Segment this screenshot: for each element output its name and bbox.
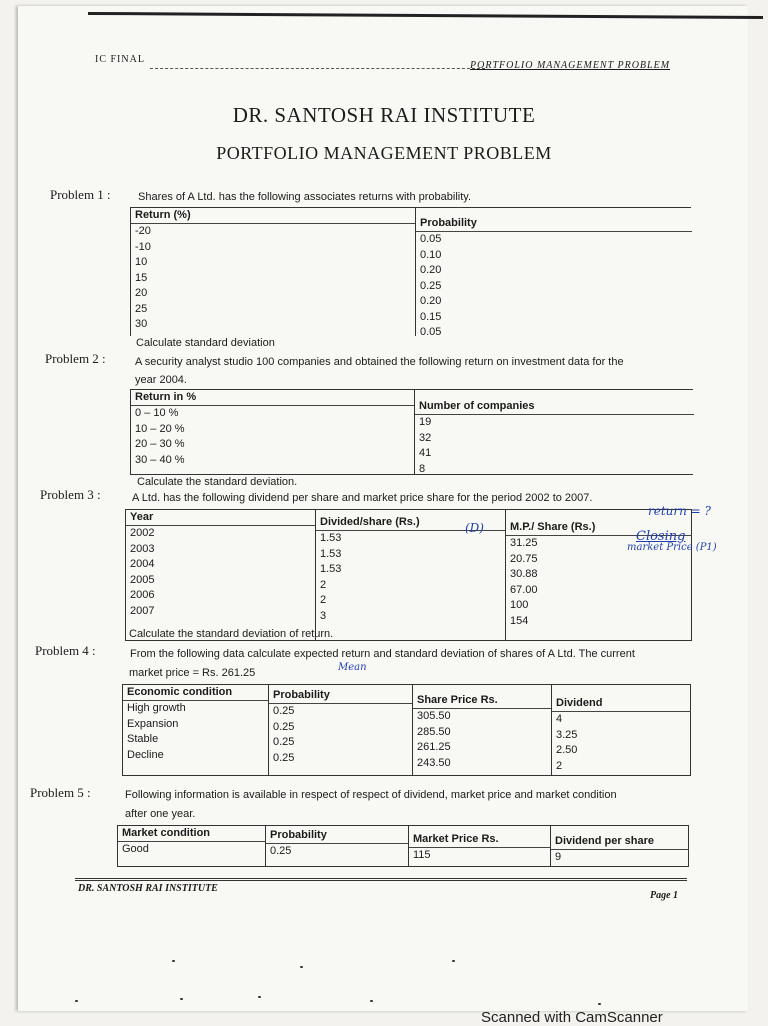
p3-col-year: Year 2002 2003 2004 2005 2006 2007	[126, 510, 315, 640]
p1-col-probability: Probability 0.05 0.10 0.20 0.25 0.20 0.15 0.05	[415, 208, 692, 336]
problem-1-label: Problem 1 :	[50, 187, 111, 202]
document-title: PORTFOLIO MANAGEMENT PROBLEM	[216, 143, 552, 163]
p3-col-market-price: M.P./ Share (Rs.) 31.25 20.75 30.88 67.00 100 154	[505, 510, 692, 640]
p3-col-dividend: Divided/share (Rs.) 1.53 1.53 1.53 2 2 3	[315, 510, 506, 640]
problem-2-table	[130, 389, 693, 475]
problem-1-table	[130, 207, 691, 336]
handwritten-return-note: return = ?	[648, 504, 711, 518]
page-number: Page 1	[650, 890, 679, 901]
footer-rule	[75, 878, 687, 881]
top-rule	[88, 12, 763, 19]
handwritten-market-price: market Price (P1)	[627, 542, 717, 553]
handwritten-closing: Closing	[636, 529, 686, 544]
problem-3-footer: Calculate the standard deviation of return.	[129, 628, 334, 640]
problem-4-label: Problem 4 :	[35, 643, 96, 658]
p2-col-return: Return in % 0 – 10 % 10 – 20 % 20 – 30 % 30 – 40 %	[131, 390, 414, 474]
scan-speck	[75, 1000, 78, 1002]
scan-speck	[598, 1003, 601, 1005]
problem-4-text-2: market price = Rs. 261.25	[129, 667, 256, 679]
camscanner-watermark: Scanned with CamScanner	[481, 1009, 663, 1026]
p1-col-return: Return (%) -20 -10 10 15 20 25 30	[131, 208, 415, 336]
problem-2-footer: Calculate the standard deviation.	[137, 476, 298, 488]
problem-5-table	[117, 825, 689, 867]
p5-col-market-price: Market Price Rs. 115	[408, 826, 551, 866]
handwritten-mean: Mean	[338, 662, 367, 673]
scan-speck	[172, 960, 175, 962]
scan-speck	[258, 996, 261, 998]
p4-col-probability: Probability 0.25 0.25 0.25 0.25	[268, 685, 413, 775]
p5-col-dividend: Dividend per share 9	[550, 826, 689, 866]
p2-col-companies: Number of companies 19 32 41 8	[414, 390, 694, 474]
handwritten-d-mark: (D)	[465, 521, 484, 535]
problem-5-text-1: Following information is available in respect of respect of dividend, market price and market condition	[125, 789, 617, 801]
problem-4-text-1: From the following data calculate expected return and standard deviation of shares of A Ltd. The current	[130, 648, 635, 660]
p5-col-probability: Probability 0.25	[265, 826, 409, 866]
problem-3-text: A Ltd. has the following dividend per share and market price share for the period 2002 to 2007.	[132, 492, 593, 504]
header-right: PORTFOLIO MANAGEMENT PROBLEM	[470, 60, 671, 71]
p4-col-dividend: Dividend 4 3.25 2.50 2	[551, 685, 691, 775]
p4-col-condition: Economic condition High growth Expansion Stable Decline	[123, 685, 268, 775]
scan-speck	[300, 966, 303, 968]
problem-2-label: Problem 2 :	[45, 351, 106, 366]
problem-3-label: Problem 3 :	[40, 487, 101, 502]
problem-5-label: Problem 5 :	[30, 785, 91, 800]
header-left: IC FINAL	[95, 54, 145, 65]
footer-institute: DR. SANTOSH RAI INSTITUTE	[78, 883, 218, 894]
problem-2-text-2: year 2004.	[135, 374, 187, 386]
scan-speck	[452, 960, 455, 962]
header-rule	[150, 68, 485, 69]
problem-1-footer: Calculate standard deviation	[136, 337, 275, 349]
p5-col-condition: Market condition Good	[118, 826, 265, 866]
institute-title: DR. SANTOSH RAI INSTITUTE	[232, 103, 536, 127]
problem-3-table	[125, 509, 692, 641]
scan-speck	[370, 1000, 373, 1002]
problem-4-table	[122, 684, 691, 776]
problem-5-text-2: after one year.	[125, 808, 196, 820]
p4-col-share-price: Share Price Rs. 305.50 285.50 261.25 243.50	[412, 685, 552, 775]
scan-speck	[180, 998, 183, 1000]
problem-1-text: Shares of A Ltd. has the following associates returns with probability.	[138, 191, 472, 203]
problem-2-text-1: A security analyst studio 100 companies and obtained the following return on investment data for the	[135, 356, 624, 368]
